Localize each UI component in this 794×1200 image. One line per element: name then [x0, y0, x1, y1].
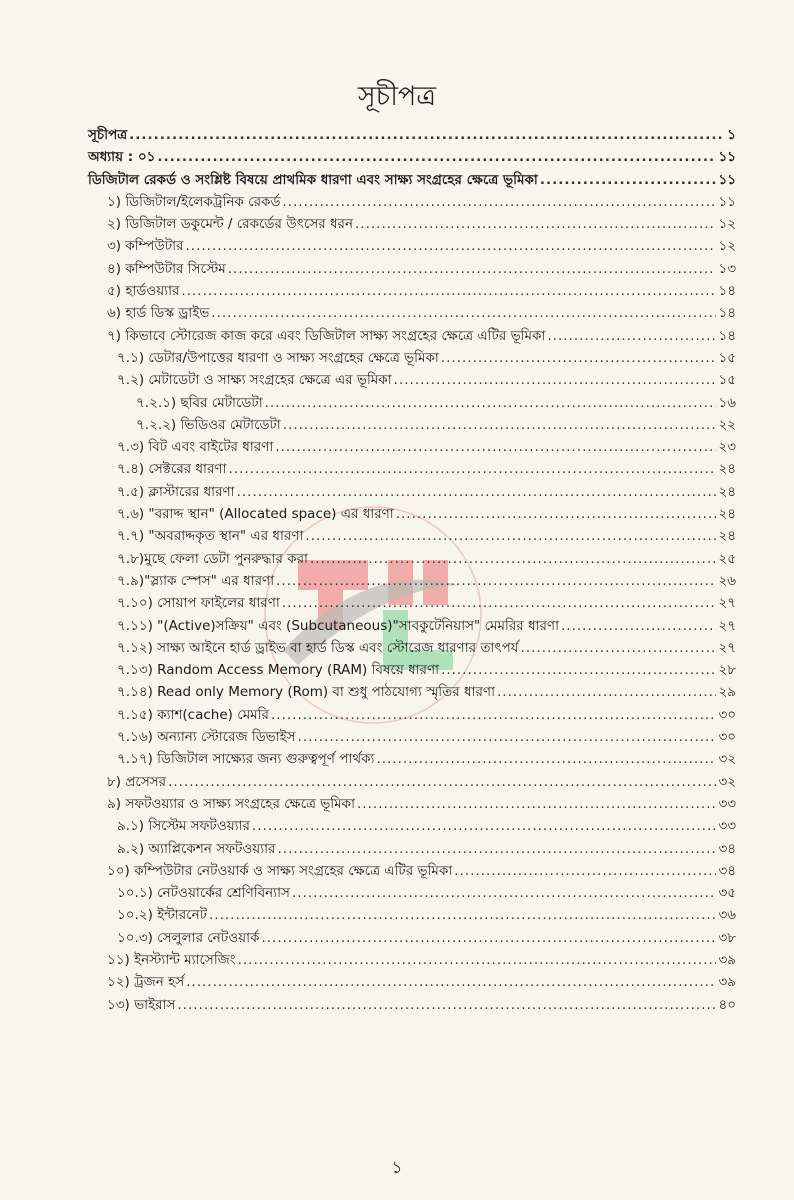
dot-leader [186, 238, 717, 254]
toc-entry[interactable] [88, 414, 736, 436]
toc-entry-page: ৩২ [718, 773, 736, 790]
dot-leader [357, 796, 716, 812]
toc-entry-title: ৫) হার্ডওয়্যার [107, 283, 180, 300]
toc-entry-page: ১১ [718, 149, 736, 166]
toc-entry-page: ২৭ [718, 595, 736, 612]
toc-entry[interactable] [88, 169, 736, 191]
toc-entry-page: ৩৩ [718, 795, 736, 812]
toc-entry-title: ১০.১) নেটওয়ার্কের শ্রেণিবিন্যাস [117, 885, 290, 902]
toc-entry[interactable] [88, 280, 736, 302]
dot-leader [157, 149, 716, 165]
toc-entry-page: ১৬ [718, 394, 736, 411]
toc-entry-page: ১১ [718, 171, 736, 188]
dot-leader [271, 707, 716, 723]
toc-entry-title: ৭) কিভাবে স্টোরেজ কাজ করে এবং ডিজিটাল সাক্ষ্য সংগ্রহের ক্ষেত্রে এটির ভূমিকা [107, 327, 546, 344]
toc-entry[interactable] [88, 325, 736, 347]
toc-entry-page: ৩৫ [718, 885, 736, 902]
toc-entry-page: ১২ [718, 216, 736, 233]
toc-entry-page: ৩০ [718, 706, 736, 723]
dot-leader [228, 261, 717, 277]
toc-entry-title: ৩) কম্পিউটার [107, 238, 184, 255]
dot-leader [168, 774, 716, 790]
page-title: সূচীপত্র [357, 81, 437, 112]
toc-entry-title: ১০) কম্পিউটার নেটওয়ার্ক ও সাক্ষ্য সংগ্রহের ক্ষেত্রে এটির ভূমিকা [107, 862, 453, 879]
toc-entry[interactable] [88, 882, 736, 904]
toc-entry-title: ৭.২.২) ভিডিওর মেটাডেটা [136, 416, 281, 433]
toc-entry-page: ৪০ [718, 996, 736, 1013]
toc-entry[interactable] [88, 726, 736, 748]
toc-entry-title: ৬) হার্ড ডিস্ক ড্রাইভ [107, 305, 210, 322]
toc-entry-page: ১৫ [718, 349, 736, 366]
toc-entry-title: ৭.১৬) অন্যান্য স্টোরেজ ডিভাইস [117, 729, 296, 746]
toc-entry-title: ১০.৩) সেলুলার নেটওয়ার্ক [117, 929, 260, 946]
toc-entry-page: ১১ [718, 193, 736, 210]
toc-entry-page: ২৪ [718, 506, 736, 523]
dot-leader [540, 172, 717, 188]
dot-leader [441, 662, 716, 678]
toc-entry-title: ৭.১৫) ক্যাশ(cache) মেমরি [117, 706, 269, 723]
toc-entry[interactable] [88, 124, 736, 146]
toc-entry[interactable] [88, 369, 736, 391]
toc-entry-title: ৭.৬) "বরাদ্দ স্থান" (Allocated space) এর ধারণা [117, 506, 394, 523]
dot-leader [355, 216, 716, 232]
toc-entry[interactable] [88, 548, 736, 570]
toc-entry-title: ১) ডিজিটাল/ইলেকট্রনিক রেকর্ড [107, 193, 281, 210]
toc-entry-page: ৩৩ [718, 818, 736, 835]
toc-entry-title: ৭.২) মেটাডেটা ও সাক্ষ্য সংগ্রহের ক্ষেত্রে এর ভূমিকা [117, 372, 392, 389]
toc-entry[interactable] [88, 347, 736, 369]
toc-entry[interactable] [88, 213, 736, 235]
toc-entry-title: ৭.৮)মুছে ফেলা ডেটা পুনরুদ্ধার করা [117, 550, 308, 567]
toc-entry-title: ৭.৩) বিট এবং বাইটের ধারণা [117, 439, 274, 456]
dot-leader [252, 818, 717, 834]
toc-entry-title: অধ্যায় : ০১ [88, 149, 156, 166]
toc-entry[interactable] [88, 971, 736, 993]
dot-leader [129, 127, 725, 143]
toc-entry-title: সূচীপত্র [88, 127, 128, 143]
dot-leader [547, 328, 716, 344]
dot-leader [497, 684, 716, 700]
toc-entry-page: ৩৯ [718, 974, 736, 991]
toc-entry[interactable] [88, 793, 736, 815]
toc-entry-title: ১১) ইনস্ট্যান্ট ম্যাসেজিং [107, 951, 236, 968]
toc-entry-title: ৭.১৪) Read only Memory (Rom) বা শুধু পাঠযোগ্য স্মৃতির ধারণা [117, 684, 496, 701]
toc-entry[interactable] [88, 258, 736, 280]
toc-entry-title: ৭.১) ডেটার/উপাত্তের ধারণা ও সাক্ষ্য সংগ্রহের ক্ষেত্রে ভূমিকা [117, 349, 439, 366]
toc-entry[interactable] [88, 525, 736, 547]
toc-entry-page: ২৬ [718, 572, 736, 589]
toc-entry[interactable] [88, 503, 736, 525]
dot-leader [209, 907, 716, 923]
page-number: ১ [391, 1158, 403, 1178]
toc-entry-page: ৩০ [718, 729, 736, 746]
toc-entry[interactable] [88, 815, 736, 837]
toc-entry-page: ২৪ [718, 528, 736, 545]
dot-leader [237, 484, 717, 500]
dot-leader [521, 640, 717, 656]
toc-entry-title: ৯) সফটওয়্যার ও সাক্ষ্য সংগ্রহের ক্ষেত্রে ভূমিকা [107, 795, 355, 812]
toc-entry[interactable] [88, 659, 736, 681]
toc-entry[interactable] [88, 392, 736, 414]
toc-entry-page: ১৫ [718, 372, 736, 389]
toc-entry-page: ১৪ [718, 305, 736, 322]
toc-entry[interactable] [88, 704, 736, 726]
toc-entry-page: ৩৪ [718, 840, 736, 857]
toc-entry-page: ৩৪ [718, 862, 736, 879]
toc-entry[interactable] [88, 302, 736, 324]
toc-entry[interactable] [88, 570, 736, 592]
toc-entry-page: ১২ [718, 238, 736, 255]
toc-entry-page: ২৭ [718, 639, 736, 656]
dot-leader [228, 461, 716, 477]
toc-entry-title: ৪) কম্পিউটার সিস্টেম [107, 260, 226, 277]
toc-entry[interactable] [88, 771, 736, 793]
toc-entry-title: ৭.৪) সেক্টরের ধারণা [117, 461, 227, 478]
toc-entry-title: ৮) প্রসেসর [107, 773, 167, 790]
toc-entry-page: ২৩ [718, 439, 736, 456]
toc-entry[interactable] [88, 838, 736, 860]
dot-leader [261, 930, 716, 946]
dot-leader [441, 350, 717, 366]
toc-entry[interactable] [88, 191, 736, 213]
toc-entry[interactable] [88, 637, 736, 659]
toc-entry-title: ৭.২.১) ছবির মেটাডেটা [136, 394, 263, 411]
toc-entry-page: ১ [727, 127, 736, 143]
toc-entry-title: ৭.৫) ক্লাস্টারের ধারণা [117, 483, 235, 500]
dot-leader [265, 395, 717, 411]
toc-entry[interactable] [88, 436, 736, 458]
toc-entry-page: ২৯ [718, 684, 736, 701]
toc-entry[interactable] [88, 458, 736, 480]
toc-entry-page: ১৩ [718, 260, 736, 277]
toc-entry-title: ৭.১১) "(Active)সক্রিয়" এবং (Subcutaneous)"সাবকুটেনিয়াস" মেমরির ধারণা [117, 617, 559, 634]
dot-leader [275, 439, 716, 455]
toc-entry-title: ৭.১৭) ডিজিটাল সাক্ষ্যের জন্য গুরুত্বপূর্ণ পার্থক্য [117, 751, 375, 768]
toc-entry[interactable] [88, 235, 736, 257]
toc-entry-page: ২৪ [718, 461, 736, 478]
dot-leader [186, 974, 716, 990]
dot-leader [181, 283, 716, 299]
toc-entry[interactable] [88, 860, 736, 882]
dot-leader [177, 997, 716, 1013]
toc-entry-title: ডিজিটাল রেকর্ড ও সংশ্লিষ্ট বিষয়ে প্রাথমিক ধারণা এবং সাক্ষ্য সংগ্রহের ক্ষেত্রে ভূমিকা [88, 171, 538, 188]
toc-entry-page: ২৪ [718, 483, 736, 500]
table-of-contents [88, 124, 736, 1016]
dot-leader [394, 372, 717, 388]
dot-leader [282, 595, 717, 611]
toc-entry[interactable] [88, 681, 736, 703]
dot-leader [238, 952, 717, 968]
toc-entry-page: ৩৯ [718, 951, 736, 968]
toc-entry[interactable] [88, 927, 736, 949]
dot-leader [276, 573, 716, 589]
toc-entry-page: ৩৬ [718, 907, 736, 924]
toc-entry[interactable] [88, 615, 736, 637]
toc-entry-title: ১৩) ভাইরাস [107, 996, 176, 1013]
toc-entry[interactable] [88, 949, 736, 971]
toc-entry-title: ৭.১৩) Random Access Memory (RAM) বিষয়ে ধারণা [117, 662, 440, 679]
toc-entry[interactable] [88, 904, 736, 926]
toc-entry[interactable] [88, 481, 736, 503]
toc-entry-title: ১২) ট্রজন হর্স [107, 974, 185, 991]
dot-leader [310, 551, 716, 567]
toc-entry-title: ৭.১২) সাক্ষ্য আইনে হার্ড ড্রাইভ বা হার্ড ডিস্ক এবং স্টোরেজ ধারণার তাৎপর্য [117, 639, 519, 656]
toc-entry-page: ২৭ [718, 617, 736, 634]
dot-leader [305, 528, 716, 544]
toc-entry[interactable] [88, 592, 736, 614]
dot-leader [561, 618, 716, 634]
dot-leader [283, 417, 717, 433]
toc-entry-title: ৯.২) অ্যাপ্লিকেশন সফটওয়্যার [117, 840, 276, 857]
toc-entry-page: ২৮ [718, 662, 736, 679]
toc-entry-page: ২২ [718, 416, 736, 433]
toc-entry-title: ৭.১০) সোয়াপ ফাইলের ধারণা [117, 595, 280, 612]
dot-leader [282, 194, 716, 210]
dot-leader [211, 305, 716, 321]
toc-entry-title: ৭.৭) "অবরাদ্দকৃত স্থান" এর ধারণা [117, 528, 304, 545]
toc-entry-page: ১৪ [718, 283, 736, 300]
toc-entry-title: ১০.২) ইন্টারনেট [117, 907, 207, 924]
dot-leader [396, 506, 717, 522]
toc-entry-page: ৩২ [718, 751, 736, 768]
dot-leader [277, 841, 716, 857]
toc-entry-title: ৭.৯)"স্ল্যাক স্পেস" এর ধারণা [117, 572, 275, 589]
dot-leader [376, 751, 716, 767]
toc-entry-page: ২৫ [718, 550, 736, 567]
toc-entry-page: ৩৮ [718, 929, 736, 946]
dot-leader [454, 863, 716, 879]
dot-leader [292, 885, 717, 901]
toc-entry[interactable] [88, 146, 736, 168]
toc-entry[interactable] [88, 994, 736, 1016]
toc-entry-title: ৯.১) সিস্টেম সফটওয়্যার [117, 818, 250, 835]
dot-leader [298, 729, 717, 745]
toc-entry-page: ১৪ [718, 327, 736, 344]
toc-entry-title: ২) ডিজিটাল ডকুমেন্ট / রেকর্ডের উৎসের ধরন [107, 216, 354, 233]
toc-entry[interactable] [88, 748, 736, 770]
